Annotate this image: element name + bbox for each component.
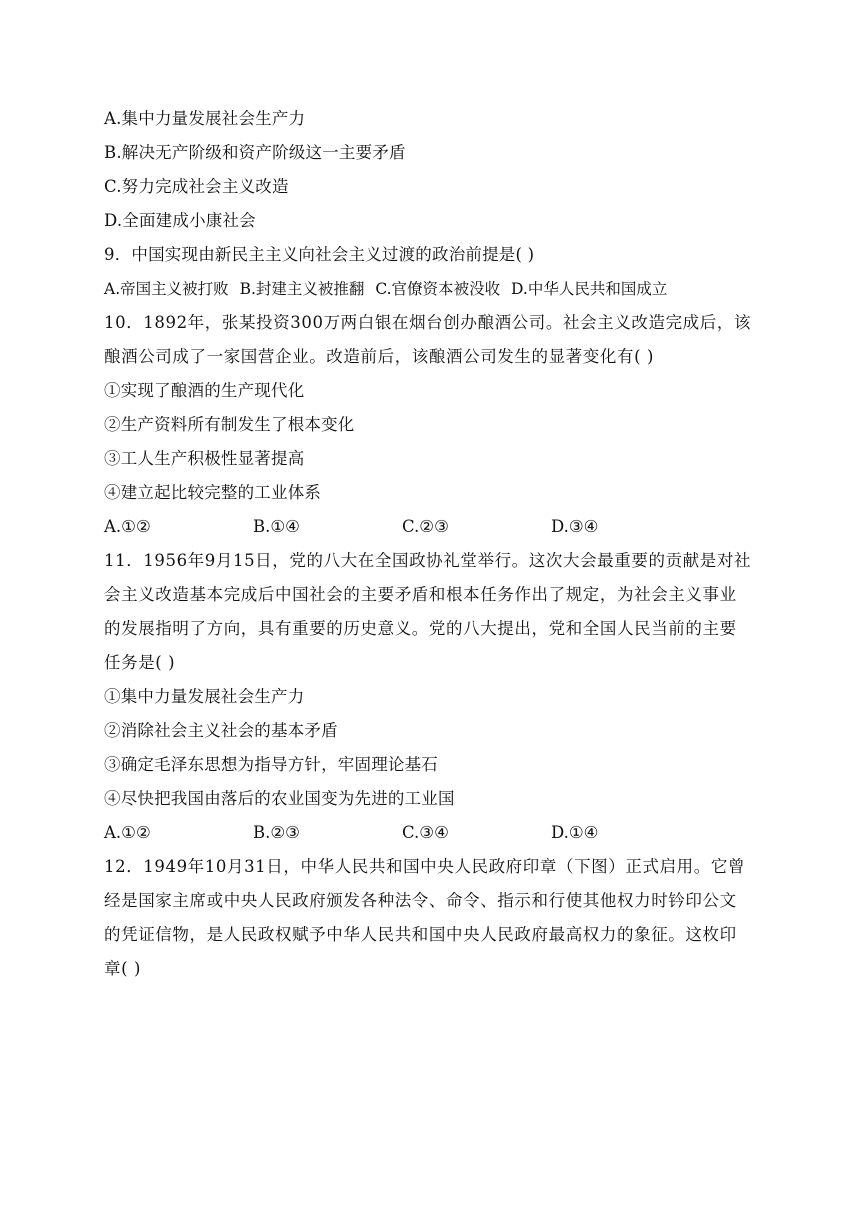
option-d: D.③④ xyxy=(551,517,599,536)
option-d: D.中华人民共和国成立 xyxy=(511,280,668,298)
question-11-stem-line: 的发展指明了方向，具有重要的历史意义。党的八大提出，党和全国人民当前的主要 xyxy=(104,619,737,638)
question-9-stem: 9．中国实现由新民主主义向社会主义过渡的政治前提是( ) xyxy=(104,245,535,264)
option-b: B.②③ xyxy=(253,823,300,842)
question-12 xyxy=(104,850,764,986)
question-12-stem-line: 12．1949年10月31日，中华人民共和国中央人民政府印章（下图）正式启用。它曾 xyxy=(104,857,746,876)
question-10-stem-line: 10．1892年，张某投资300万两白银在烟台创办酿酒公司。社会主义改造完成后，该 xyxy=(104,313,752,332)
statement-2: ②消除社会主义社会的基本矛盾 xyxy=(104,721,338,740)
question-11-stem-line: 任务是( ) xyxy=(104,653,176,672)
question-11-stem-line: 11．1956年9月15日，党的八大在全国政协礼堂举行。这次大会最重要的贡献是对社 xyxy=(104,551,752,570)
question-11-options xyxy=(104,816,764,850)
option-c: C.官僚资本被没收 xyxy=(375,280,501,298)
question-8-options xyxy=(104,102,764,238)
statement-1: ①实现了酿酒的生产现代化 xyxy=(104,381,305,400)
option-b: B.封建主义被推翻 xyxy=(239,280,365,298)
option-d: D.①④ xyxy=(551,823,599,842)
question-10 xyxy=(104,306,764,544)
statement-4: ④尽快把我国由落后的农业国变为先进的工业国 xyxy=(104,789,455,808)
question-content xyxy=(104,102,764,986)
option-a: A.①② xyxy=(104,823,151,842)
question-11-stem-line: 会主义改造基本完成后中国社会的主要矛盾和根本任务作出了规定，为社会主义事业 xyxy=(104,585,737,604)
question-9-options xyxy=(104,272,764,306)
option-a: A.帝国主义被打败 xyxy=(104,280,229,298)
option-c: C.努力完成社会主义改造 xyxy=(104,177,289,196)
statement-1: ①集中力量发展社会生产力 xyxy=(104,687,305,706)
statement-4: ④建立起比较完整的工业体系 xyxy=(104,483,322,502)
question-10-stem-line: 酿酒公司成了一家国营企业。改造前后，该酿酒公司发生的显著变化有( ) xyxy=(104,347,655,366)
question-12-stem-line: 的凭证信物，是人民政权赋予中华人民共和国中央人民政府最高权力的象征。这枚印 xyxy=(104,925,737,944)
question-9 xyxy=(104,238,764,306)
statement-3: ③工人生产积极性显著提高 xyxy=(104,449,305,468)
option-b: B.①④ xyxy=(253,517,300,536)
option-b: B.解决无产阶级和资产阶级这一主要矛盾 xyxy=(104,143,406,162)
option-d: D.全面建成小康社会 xyxy=(104,211,256,230)
statement-3: ③确定毛泽东思想为指导方针，牢固理论基石 xyxy=(104,755,438,774)
option-a: A.集中力量发展社会生产力 xyxy=(104,109,306,128)
question-11 xyxy=(104,544,764,850)
statement-2: ②生产资料所有制发生了根本变化 xyxy=(104,415,355,434)
option-c: C.③④ xyxy=(402,823,449,842)
question-12-stem-line: 经是国家主席或中央人民政府颁发各种法令、命令、指示和行使其他权力时钤印公文 xyxy=(104,891,737,910)
question-10-options xyxy=(104,510,764,544)
question-12-stem-line: 章( ) xyxy=(104,959,142,978)
option-a: A.①② xyxy=(104,517,151,536)
option-c: C.②③ xyxy=(402,517,449,536)
